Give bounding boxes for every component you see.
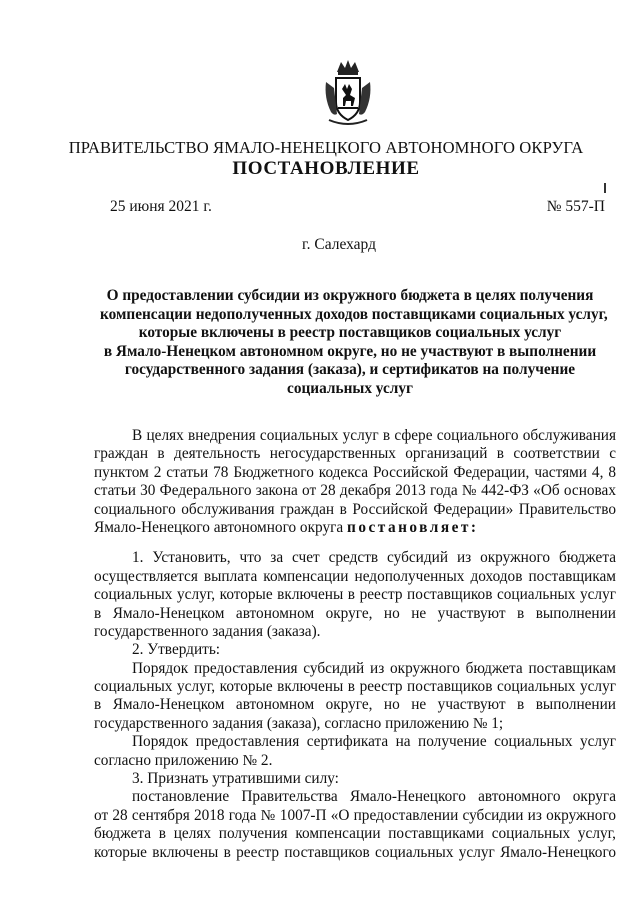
- title-line: в Ямало-Ненецком автономном округе, но не участвуют в выполнении: [103, 342, 597, 360]
- preamble-tail: Ямало-Ненецкого автономного округа: [94, 518, 347, 536]
- document-number: № 557-П: [546, 198, 605, 215]
- title-line: О предоставлении субсидии из окружного бюджета в целях получения: [106, 287, 594, 304]
- document-body: [94, 427, 616, 862]
- document-city: г. Салехард: [302, 236, 376, 253]
- body-line: 1. Установить, что за счет средств субсидий из окружного бюджета: [132, 549, 616, 567]
- body-line: статьи 30 Федерального закона от 28 декабря 2013 года № 442-ФЗ «Об основах: [94, 482, 616, 500]
- body-line: бюджета в целях получения компенсации поставщиками социальных услуг,: [94, 825, 616, 843]
- government-name: ПРАВИТЕЛЬСТВО ЯМАЛО-НЕНЕЦКОГО АВТОНОМНОГО ОКРУГА: [68, 138, 584, 157]
- body-line: 2. Утвердить:: [132, 641, 221, 659]
- body-line: В целях внедрения социальных услуг в сфере социального обслуживания: [132, 427, 616, 444]
- body-line: 3. Признать утратившими силу:: [132, 770, 339, 788]
- body-line: пунктом 2 статьи 78 Бюджетного кодекса Российской Федерации, частями 4, 8: [94, 463, 616, 481]
- body-line: от 28 сентября 2018 года № 1007-П «О предоставлении субсидии из окружного: [94, 806, 616, 824]
- title-line: государственного задания (заказа), и сертификатов на получение: [124, 361, 576, 378]
- document-date: 25 июня 2021 г.: [110, 198, 212, 215]
- body-line: [94, 519, 616, 537]
- body-line: социальных услуг, которые включены в реестр поставщиков социальных услуг: [94, 678, 616, 696]
- body-line: социальных услуг, которые включены в реестр поставщиков социальных услуг: [94, 586, 616, 604]
- margin-mark: [604, 183, 606, 193]
- document-type: ПОСТАНОВЛЕНИЕ: [232, 158, 420, 179]
- body-line: которые включены в реестр поставщиков социальных услуг Ямало-Ненецкого: [94, 843, 616, 861]
- body-line: постановление Правительства Ямало-Ненецкого автономного округа: [132, 788, 616, 806]
- body-line: социального обслуживания граждан в Российской Федерации» Правительство: [94, 500, 616, 518]
- body-line: в Ямало-Ненецком автономном округе, но не участвуют в выполнении: [94, 696, 616, 714]
- document-title: [100, 287, 608, 398]
- title-line: социальных услуг: [287, 379, 413, 397]
- body-line: согласно приложению № 2.: [94, 751, 273, 769]
- resolves-word: постановляет:: [347, 518, 479, 536]
- body-line: граждан в деятельность негосударственных организаций в соответствии с: [94, 445, 616, 463]
- body-line: Порядок предоставления сертификата на получение социальных услуг: [132, 733, 616, 751]
- title-line: компенсации недополученных доходов поставщиками социальных услуг,: [100, 305, 608, 323]
- body-line: государственного задания (заказа), согласно приложению № 1;: [94, 714, 504, 732]
- body-line: государственного задания (заказа).: [94, 622, 321, 640]
- title-line: которые включены в реестр поставщиков социальных услуг: [138, 324, 562, 341]
- body-line: осуществляется выплата компенсации недополученных доходов поставщикам: [94, 567, 616, 585]
- coat-of-arms-icon: [323, 58, 373, 128]
- body-line: в Ямало-Ненецком автономном округе, но не участвуют в выполнении: [94, 604, 616, 622]
- body-line: Порядок предоставления субсидий из окружного бюджета поставщикам: [132, 659, 616, 677]
